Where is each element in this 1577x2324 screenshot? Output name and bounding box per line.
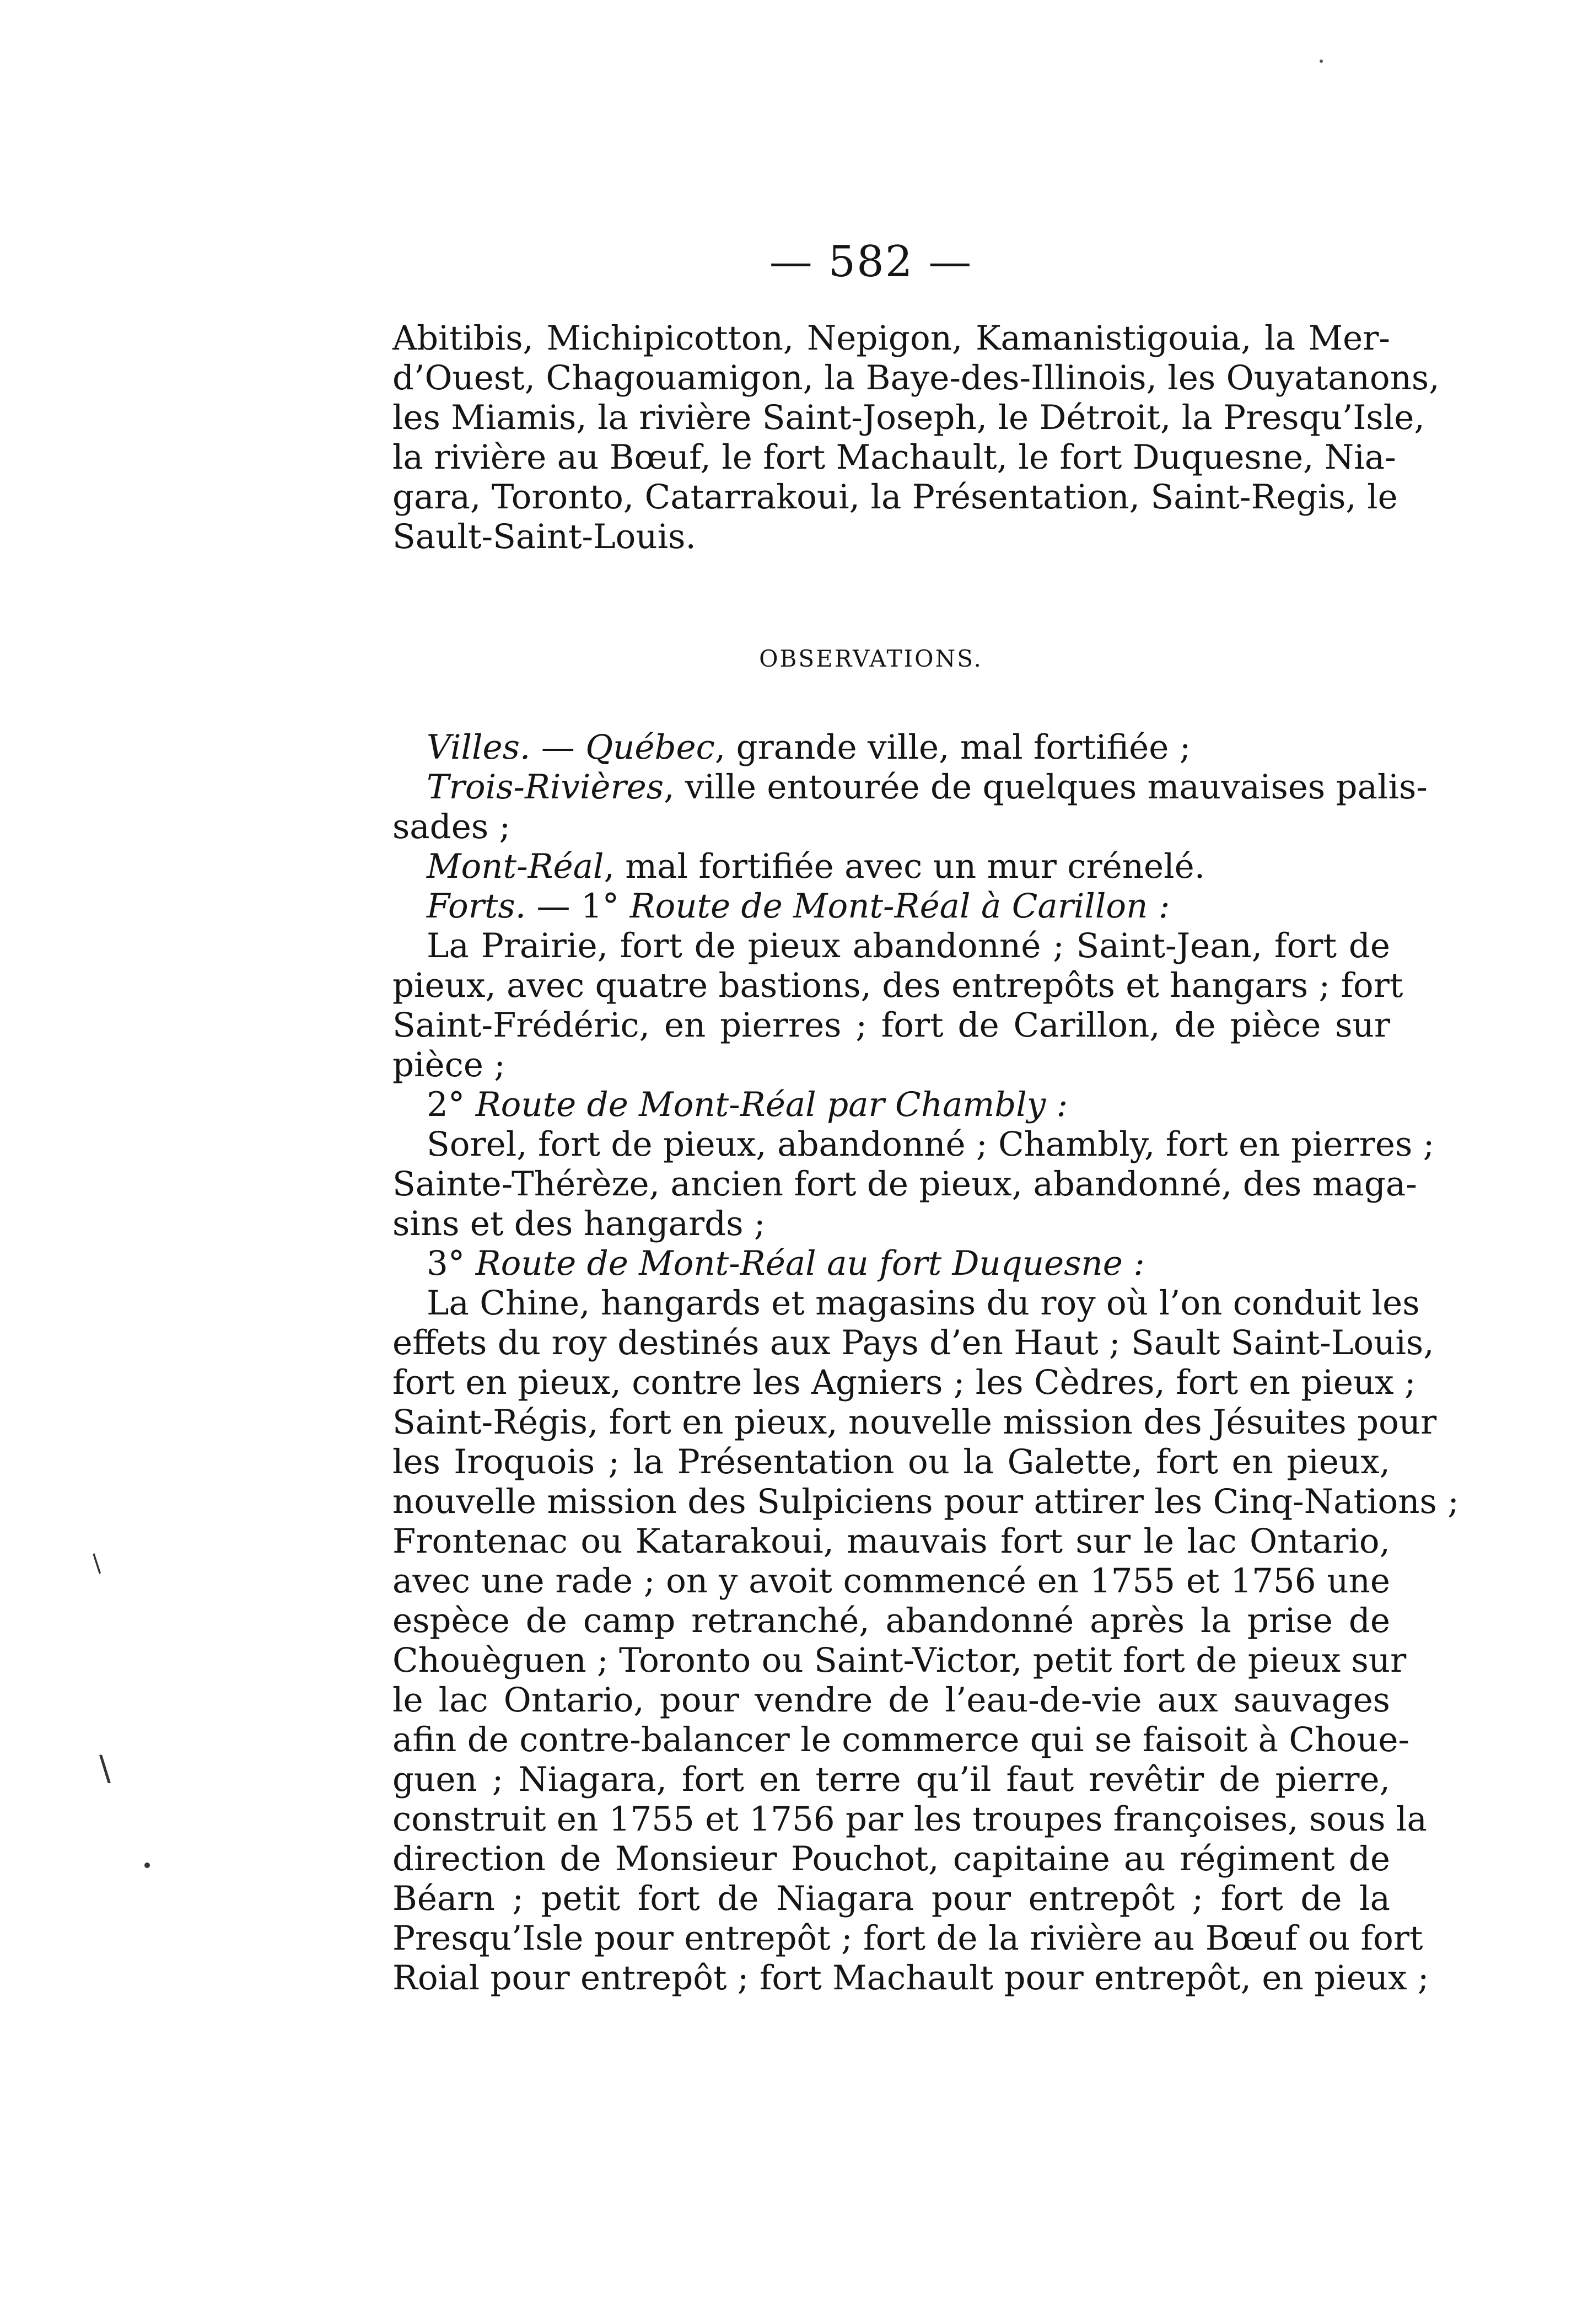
city-description: , grande ville, mal fortifiée ; <box>714 728 1191 767</box>
text-line: pieux, avec quatre bastions, des entrepôts et hangars ; fort <box>392 966 1403 1005</box>
text-line: Roial pour entrepôt ; fort Machault pour entrepôt, en pieux ; <box>392 1958 1429 1998</box>
text-line: Sault-Saint-Louis. <box>392 517 696 556</box>
text-line: Béarn ; petit fort de Niagara pour entrepôt ; fort de la <box>392 1879 1390 1918</box>
text-line: Frontenac ou Katarakoui, mauvais fort sur le lac Ontario, <box>392 1522 1390 1561</box>
text-line: Saint-Frédéric, en pierres ; fort de Carillon, de pièce sur <box>392 1006 1390 1045</box>
text-line: nouvelle mission des Sulpiciens pour attirer les Cinq-Nations ; <box>392 1482 1459 1521</box>
scan-dot <box>144 1863 150 1868</box>
observations-section <box>392 728 1459 1998</box>
text-line: Sainte-Thérèze, ancien fort de pieux, abandonné, des maga- <box>392 1164 1417 1204</box>
text-line: La Prairie, fort de pieux abandonné ; Saint-Jean, fort de <box>427 926 1390 965</box>
text-line: sades ; <box>392 807 511 846</box>
forts-line <box>392 887 1390 926</box>
page-number: — 582 — <box>769 237 973 287</box>
route-number: 3° <box>427 1244 476 1283</box>
dash: — <box>530 728 586 767</box>
route-title: Route de Mont-Réal à Carillon : <box>629 887 1170 926</box>
text-line: les Miamis, la rivière Saint-Joseph, le Détroit, la Presqu’Isle, <box>392 398 1425 437</box>
city-description: , mal fortifiée avec un mur crénelé. <box>604 847 1205 886</box>
text-line: avec une rade ; on y avoit commencé en 1755 et 1756 une <box>392 1561 1390 1601</box>
text-line: sins et des hangards ; <box>392 1204 766 1243</box>
text-line: les Iroquois ; la Présentation ou la Galette, fort en pieux, <box>392 1442 1390 1482</box>
city-name: Mont-Réal <box>427 847 604 886</box>
text-line: La Chine, hangards et magasins du roy où l’on conduit les <box>427 1284 1420 1323</box>
text-line: Presqu’Isle pour entrepôt ; fort de la rivière au Bœuf ou fort <box>392 1919 1423 1958</box>
text-line: d’Ouest, Chagouamigon, la Baye-des-Illinois, les Ouyatanons, <box>392 358 1440 398</box>
scan-mark: / <box>85 1549 109 1577</box>
text-line: afin de contre-balancer le commerce qui se faisoit à Choue- <box>392 1720 1410 1759</box>
city-description: , ville entourée de quelques mauvaises palis- <box>664 767 1428 807</box>
section-heading: OBSERVATIONS. <box>759 645 983 672</box>
text-line <box>392 847 1390 887</box>
route-heading <box>392 1244 1390 1284</box>
route-heading <box>392 1085 1390 1125</box>
text-line: le lac Ontario, pour vendre de l’eau-de-vie aux sauvages <box>392 1681 1390 1720</box>
forts-label: Forts. <box>427 887 526 926</box>
text-line: gara, Toronto, Catarrakoui, la Présentation, Saint-Regis, le <box>392 477 1398 517</box>
city-name: Trois-Rivières <box>427 767 664 807</box>
route-number: 2° <box>427 1085 476 1124</box>
text-line: Chouèguen ; Toronto ou Saint-Victor, petit fort de pieux sur <box>392 1641 1407 1680</box>
text-line: espèce de camp retranché, abandonné après la prise de <box>392 1601 1390 1640</box>
route-title: Route de Mont-Réal par Chambly : <box>475 1085 1068 1124</box>
text-line: Saint-Régis, fort en pieux, nouvelle mission des Jésuites pour <box>392 1403 1437 1442</box>
text-line: guen ; Niagara, fort en terre qu’il faut revêtir de pierre, <box>392 1760 1390 1799</box>
dash: — <box>526 887 581 926</box>
text-line: fort en pieux, contre les Agniers ; les Cèdres, fort en pieux ; <box>392 1363 1416 1402</box>
villes-line <box>392 728 1390 767</box>
route-title: Route de Mont-Réal au fort Duquesne : <box>475 1244 1145 1283</box>
text-line <box>392 767 1428 807</box>
text-line: pièce ; <box>392 1045 505 1085</box>
text-line: direction de Monsieur Pouchot, capitaine au régiment de <box>392 1839 1390 1878</box>
route-number: 1° <box>580 887 630 926</box>
intro-paragraph <box>392 319 1440 557</box>
text-line: effets du roy destinés aux Pays d’en Haut ; Sault Saint-Louis, <box>392 1323 1434 1362</box>
text-line: Abitibis, Michipicotton, Nepigon, Kamanistigouia, la Mer- <box>392 319 1390 358</box>
text-line: la rivière au Bœuf, le fort Machault, le fort Duquesne, Nia- <box>392 438 1396 477</box>
city-name: Québec <box>585 728 715 767</box>
scan-mark: \ <box>99 1748 111 1788</box>
villes-label: Villes. <box>427 728 531 767</box>
scan-dot <box>1320 60 1323 63</box>
text-line: construit en 1755 et 1756 par les troupes françoises, sous la <box>392 1800 1427 1839</box>
text-line: Sorel, fort de pieux, abandonné ; Chambly, fort en pierres ; <box>427 1125 1435 1164</box>
